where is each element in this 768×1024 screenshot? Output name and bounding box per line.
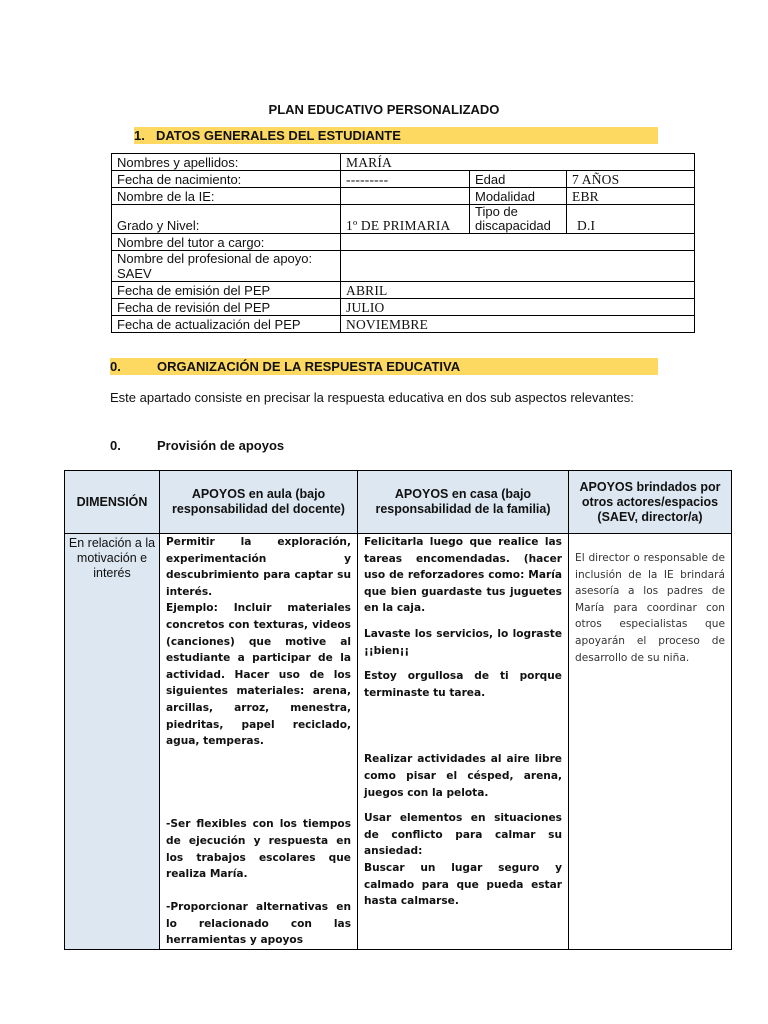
birth-value: ---------	[341, 171, 470, 188]
update-value: NOVIEMBRE	[341, 316, 695, 333]
header-aula: APOYOS en aula (bajo responsabilidad del docente)	[160, 471, 358, 534]
modality-value: EBR	[567, 188, 695, 205]
disability-value: D.I	[567, 205, 695, 234]
school-value	[341, 188, 470, 205]
document-title: PLAN EDUCATIVO PERSONALIZADO	[268, 102, 500, 117]
casa-cell	[358, 534, 569, 950]
table-row	[65, 534, 732, 950]
casa-item: Realizar actividades al aire libre como pisar el césped, arena, juegos con la pelota.	[364, 753, 562, 799]
aula-item: -Proporcionar alternativas en lo relacionado con las herramientas y apoyos	[166, 901, 351, 947]
casa-item: Usar elementos en situaciones de conflicto para calmar su ansiedad:	[364, 812, 562, 858]
section-2-heading	[110, 358, 658, 375]
review-value: JULIO	[341, 299, 695, 316]
general-data-table	[111, 153, 695, 333]
casa-item: Buscar un lugar seguro y calmado para que pueda estar hasta calmarse.	[364, 861, 562, 908]
aula-item: Permitir la exploración, experimentación y descubrimiento para captar su interés.	[166, 536, 351, 598]
birth-label: Fecha de nacimiento:	[112, 171, 341, 188]
subsection-heading	[110, 438, 284, 453]
intro-paragraph: Este apartado consiste en precisar la respuesta educativa en dos sub aspectos relevantes:	[110, 390, 634, 405]
table-row	[112, 234, 695, 251]
casa-item: Estoy orgullosa de ti porque terminaste tu tarea.	[364, 670, 562, 699]
name-label: Nombres y apellidos:	[112, 154, 341, 171]
disability-label: Tipo de discapacidad	[470, 205, 567, 234]
header-otros: APOYOS brindados por otros actores/espacios (SAEV, director/a)	[569, 471, 732, 534]
modality-label: Modalidad	[470, 188, 567, 205]
header-dimension: DIMENSIÓN	[65, 471, 160, 534]
grade-label: Grado y Nivel:	[112, 205, 341, 234]
casa-item: Lavaste los servicios, lo lograste ¡¡bien¡¡	[364, 627, 562, 657]
update-label: Fecha de actualización del PEP	[112, 316, 341, 333]
school-label: Nombre de la IE:	[112, 188, 341, 205]
table-row	[112, 154, 695, 171]
casa-item: Felicitarla luego que realice las tareas encomendadas. (hacer uso de reforzadores como: María que bien guardaste tus juguetes en la caja.	[364, 536, 562, 615]
otros-cell	[569, 534, 732, 950]
table-row	[112, 171, 695, 188]
table-row	[112, 188, 695, 205]
supports-table	[64, 470, 732, 950]
table-header-row	[65, 471, 732, 534]
section-1-heading	[134, 127, 658, 144]
section-1-number: 1.	[134, 128, 145, 143]
aula-item: -Ser flexibles con los tiempos de ejecución y respuesta en los trabajos escolares que realiza María.	[166, 818, 351, 881]
table-row	[112, 251, 695, 282]
section-2-title: ORGANIZACIÓN DE LA RESPUESTA EDUCATIVA	[157, 359, 461, 374]
section-1-title: DATOS GENERALES DEL ESTUDIANTE	[156, 128, 401, 143]
table-row	[112, 205, 695, 234]
tutor-value	[341, 234, 695, 251]
support-prof-label: Nombre del profesional de apoyo: SAEV	[112, 251, 341, 282]
aula-cell	[160, 534, 358, 950]
header-casa: APOYOS en casa (bajo responsabilidad de la familia)	[358, 471, 569, 534]
tutor-label: Nombre del tutor a cargo:	[112, 234, 341, 251]
table-row	[112, 316, 695, 333]
name-value: MARÍA	[341, 154, 695, 171]
subsection-title: Provisión de apoyos	[157, 438, 285, 453]
age-value: 7 AÑOS	[567, 171, 695, 188]
support-prof-value	[341, 251, 695, 282]
grade-value: 1º DE PRIMARIA	[341, 205, 470, 234]
aula-item: Ejemplo: Incluir materiales concretos con texturas, videos (canciones) que motive al estudiante a participar de la actividad. Hacer uso de los siguientes materiales: arena, arcillas, arroz, menestra, piedritas, papel reciclado, agua, temperas.	[166, 602, 351, 748]
subsection-number: 0.	[110, 438, 121, 453]
age-label: Edad	[470, 171, 567, 188]
table-row	[112, 299, 695, 316]
dimension-cell: En relación a la motivación e interés	[65, 534, 160, 950]
issue-label: Fecha de emisión del PEP	[112, 282, 341, 299]
table-row	[112, 282, 695, 299]
issue-value: ABRIL	[341, 282, 695, 299]
review-label: Fecha de revisión del PEP	[112, 299, 341, 316]
section-2-number: 0.	[110, 359, 121, 374]
otros-text: El director o responsable de inclusión de la IE brindará asesoría a los padres de María para coordinar con otros especialistas que apoyarán el proceso de desarrollo de su niña.	[575, 552, 725, 664]
